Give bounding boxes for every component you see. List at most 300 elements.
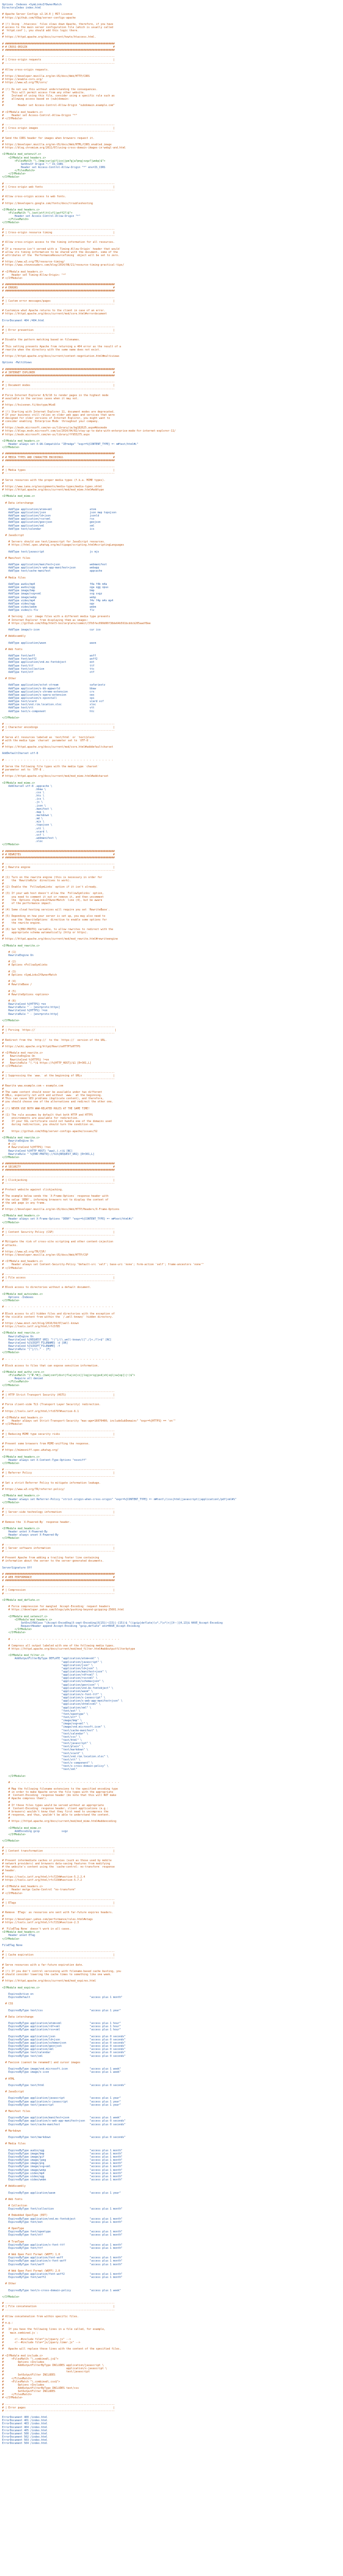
- comment-line: # This setting prevents Apache from returning a 404 error as the result of a: [2, 345, 121, 348]
- comment-line: # https://github.com/h5bp/html5-boilerplate/commit/37b5fec090d00f38de64b591bcddcb205aadf8ee: [2, 621, 151, 625]
- comment-line: # https://developer.yahoo.com/performance/rules.html#etags: [2, 1917, 93, 1921]
- comment-line: # Manifest files: [2, 2109, 30, 2113]
- module-tag-line: </IfModule>: [2, 1299, 20, 1302]
- comment-line: # https://www.w3.org/TR/CSP/: [2, 1250, 46, 1254]
- module-tag-line: </IfModule>: [2, 1351, 20, 1355]
- comment-line: # https://developer.yahoo.com/blogs/ydn/pushing-beyond-gzipping-25601.html: [2, 1608, 124, 1612]
- comment-line: #: [2, 1110, 4, 1114]
- directive-line: "application/schema+json" \: [2, 1680, 104, 1684]
- directive-line: AddDefaultCharset utf-8: [2, 752, 38, 756]
- directive-line: AddType application/octet-stream safariextz: [2, 684, 106, 687]
- comment-line: #: [2, 1204, 4, 1208]
- comment-line: # ----------------------------------------------------------------------: [2, 1846, 115, 1850]
- directive-line: "text/javascript" \: [2, 1742, 91, 1746]
- directive-line: RewriteCond %{SCRIPT_FILENAME} -f: [2, 1344, 60, 1348]
- comment-line: # the `RewriteRule` directives to work).: [2, 879, 71, 882]
- comment-line: # If these files types would be served without an appropriate: [2, 1803, 104, 1807]
- comment-line: # | Cache expiration |: [2, 1953, 115, 1957]
- directive-line: .webmanifest \: [2, 837, 57, 840]
- comment-line: # <!--#include file="js/jquery.timer.js" -->: [2, 2341, 81, 2344]
- comment-line: #: [2, 2344, 4, 2348]
- comment-line: # ######################################################################: [2, 48, 115, 52]
- comment-line: #: [2, 101, 4, 104]
- comment-line: # - - - - - - - - - - - - - - - - - - - - - - - - - - - - - - - - - - -: [2, 1357, 114, 1361]
- comment-line: # https://html.spec.whatwg.org/multipage/scripting.html#scriptingLanguages: [2, 544, 124, 547]
- directive-line: .xloc: [2, 840, 43, 844]
- comment-line: # | Compression |: [2, 1589, 115, 1592]
- module-tag-line: <IfModule mod_expires.c>: [2, 1986, 40, 1990]
- comment-line: # Instead of using this file, consider using a specific rule such as: [2, 94, 115, 98]
- comment-line: # <IfModule mod_include.c>: [2, 2354, 43, 2358]
- comment-line: #: [2, 1103, 4, 1107]
- comment-line: # # INTERNET EXPLORER #: [2, 371, 115, 374]
- directive-line: AddType font/woff2 woff2: [2, 658, 98, 661]
- directive-line: .js \: [2, 801, 43, 804]
- comment-line: # <FilesMatch "\.combined\.css$">: [2, 2380, 60, 2384]
- comment-line: #: [2, 1406, 4, 1410]
- module-tag-line: <IfModule mod_headers.c>: [2, 1527, 40, 1530]
- comment-line: # Header set Access-Control-Allow-Origin "*": [2, 113, 78, 117]
- comment-line: # ----------------------------------------------------------------------: [2, 1475, 115, 1478]
- directive-line: ExpiresByType application/x-javascript "access plus 1 year": [2, 2100, 121, 2104]
- directive-line: "image/bmp" \: [2, 1719, 82, 1723]
- directive-line: ExpiresByType image/bmp "access plus 1 month": [2, 2152, 123, 2156]
- comment-line: # Prevent some browsers from MIME-sniffing the response.: [2, 1442, 90, 1446]
- module-tag-line: </IfModule>: [2, 1383, 20, 1387]
- comment-line: # with the media type `charset` parameter set to `UTF-8`.: [2, 739, 91, 742]
- comment-line: # ######################################################################: [2, 452, 115, 456]
- directive-line: ExpiresByType application/x-font-ttf "access plus 1 month": [2, 2243, 123, 2247]
- comment-line: # JavaScript: [2, 533, 24, 537]
- directive-line: ExpiresByType text/html "access plus 0 seconds": [2, 2083, 126, 2087]
- comment-line: # Media files: [2, 576, 26, 580]
- comment-line: # ----------------------------------------------------------------------: [2, 863, 115, 866]
- comment-line: # Serve the following file types with the media type `charset`: [2, 765, 99, 768]
- comment-line: # ----------------------------------------------------------------------: [2, 1950, 115, 1954]
- comment-line: # ----------------------------------------------------------------------: [2, 1390, 115, 1394]
- directive-line: AddType application/xml xml: [2, 524, 95, 528]
- comment-line: # application/x-javascript \: [2, 2367, 107, 2371]
- directive-line: ExpiresByType application/json "access plus 0 seconds": [2, 2035, 126, 2038]
- comment-line: # https://www.w3.org/TR/referrer-policy/: [2, 1488, 65, 1492]
- comment-line: #: [2, 400, 4, 404]
- directive-line: ExpiresByType image/png "access plus 1 month": [2, 2162, 123, 2166]
- comment-line: #: [2, 1966, 4, 1970]
- module-tag-line: </IfModule>: [2, 1155, 20, 1159]
- directive-line: AddType text/vcard vcard vcf: [2, 700, 104, 704]
- comment-line: # <IfModule mod_headers.c>: [2, 270, 43, 274]
- comment-line: # https://tools.ietf.org/html/rfc6797#section-6.1: [2, 1409, 79, 1413]
- comment-line: # ######################################################################: [2, 856, 115, 860]
- directive-line: Options -Indexes +SymLinksIfOwnerMatch: [2, 3, 62, 6]
- comment-line: # the website's content using the `cache-control: no-transform` response: [2, 1865, 115, 1869]
- comment-line: # (!) If you don't control versioning with filename-based cache busting, you: [2, 1969, 121, 1973]
- comment-line: # https://www.w3.org/TR/resource-timing/: [2, 260, 65, 264]
- comment-line: # | Media types |: [2, 469, 115, 472]
- comment-line: # AddOutputFilterByType INCLUDES application/javascript \: [2, 2363, 104, 2367]
- directive-line: .vcf \: [2, 833, 45, 837]
- comment-line: # ----------------------------------------------------------------------: [2, 1435, 115, 1439]
- directive-line: ExpiresByType text/cache-manifest "access plus 0 seconds": [2, 2123, 126, 2126]
- directive-line: "application/manifest+json" \: [2, 1670, 107, 1673]
- comment-line: # | Cross-origin resource timing |: [2, 231, 115, 234]
- comment-line: # | HTTP Strict Transport Security (HSTS) |: [2, 1394, 115, 1397]
- comment-line: # | Reducing MIME type security risks |: [2, 1432, 115, 1436]
- comment-line: # (6): [2, 1000, 16, 1003]
- comment-line: # (6) Set %{ENV:PROTO} variable, to allow rewrites to redirect with the: [2, 927, 114, 931]
- comment-line: # Block access to files that can expose sensitive information.: [2, 1364, 99, 1368]
- directive-line: ExpiresByType video/webm "access plus 1 month": [2, 2178, 123, 2181]
- comment-line: # you should choose one of the alternatives and redirect the other one.: [2, 1100, 114, 1104]
- comment-line: # ----------------------------------------------------------------------: [2, 189, 115, 192]
- comment-line: # </FilesMatch>: [2, 2377, 32, 2380]
- directive-line: "application/javascript" \: [2, 1660, 102, 1664]
- comment-line: # ----------------------------------------------------------------------: [2, 1280, 115, 1283]
- directive-line: AddType text/javascript js mjs: [2, 550, 99, 554]
- comment-line: # ######################################################################: [2, 1169, 115, 1172]
- directive-line: "font/eot" \: [2, 1709, 81, 1713]
- directive-line: AddType audio/mp4 f4a f4b m4a: [2, 583, 107, 586]
- comment-line: # `httpd.conf`), you should add this logic there.: [2, 29, 79, 33]
- directive-line: "font/otf" \: [2, 1715, 81, 1719]
- comment-line: # Options +SymLinksIfOwnerMatch: [2, 973, 57, 977]
- directive-line: RewriteEngine On: [2, 1335, 33, 1338]
- module-tag-line: <IfModule mod_rewrite.c>: [2, 944, 40, 948]
- directive-line: ExpiresByType application/vnd.ms-fontobject "access plus 1 month": [2, 2217, 123, 2221]
- directive-line: AddCharset utf-8 .appcache \: [2, 784, 53, 788]
- module-tag-line: <IfModule mod_headers.c>: [2, 1214, 40, 1218]
- comment-line: # ----------------------------------------------------------------------: [2, 1273, 115, 1276]
- comment-line: # https://httpd.apache.org/docs/current/content-negotiation.html#multiviews: [2, 355, 119, 358]
- comment-line: # (2): [2, 960, 16, 964]
- directive-line: ExpiresByType font/eot "access plus 1 month": [2, 2220, 123, 2224]
- comment-line: # (1): [2, 1143, 16, 1146]
- directive-line: AddType application/wasm wasm: [2, 641, 96, 645]
- directive-line: ExpiresByType image/vnd.microsoft.icon "access plus 1 week": [2, 2067, 121, 2071]
- comment-line: # network providers) and browsers data-saving features from modifying: [2, 1862, 110, 1866]
- comment-line: # https://tools.ietf.org/html/rfc7234#section-5.2.2.4: [2, 1875, 85, 1879]
- module-tag-line: </IfModule>: [2, 1774, 26, 1778]
- comment-line: #: [2, 244, 4, 248]
- directive-line: AddType video/webm webm: [2, 606, 96, 609]
- directive-line: AddType image/bmp bmp: [2, 589, 95, 593]
- directive-line: "text/calendar" \: [2, 1732, 88, 1736]
- comment-line: # Servers should use text/javascript for JavaScript resources.: [2, 540, 106, 544]
- comment-line: # ----------------------------------------------------------------------: [2, 1549, 115, 1553]
- comment-line: # Send the CORS header for images when browsers request it.: [2, 136, 95, 140]
- directive-line: .vcard \: [2, 830, 48, 834]
- comment-line: # https://httpd.apache.org/docs/current/mod/mod_filter.html#addoutputfilterbytype: [2, 1648, 135, 1651]
- comment-line: # https://developers.google.com/fonts/docs/troubleshooting: [2, 201, 93, 205]
- directive-line: AddType image/x-icon cur ico: [2, 628, 101, 632]
- comment-line: # https://developer.mozilla.org/en-US/docs/Web/HTTP/CORS: [2, 75, 90, 78]
- module-tag-line: </IfModule>: [2, 221, 20, 225]
- comment-line: # </IfModule>: [2, 2396, 23, 2400]
- directive-line: ExpiresByType application/wasm "access plus 1 year": [2, 2191, 121, 2195]
- directive-line: "application/xhtml+xml" \: [2, 1703, 101, 1706]
- directive-line: .htc \: [2, 794, 45, 798]
- comment-line: # | Cross-origin requests |: [2, 58, 115, 62]
- directive-line: .ics \: [2, 798, 45, 801]
- comment-line: # ----------------------------------------------------------------------: [2, 325, 115, 329]
- module-tag-line: </FilesMatch>: [2, 1380, 29, 1384]
- comment-line: #: [2, 71, 4, 75]
- directive-line: ErrorDocument 404 /404.html: [2, 319, 45, 322]
- comment-line: # | File access |: [2, 1276, 115, 1280]
- module-tag-line: <IfModule mod_mime.c>: [2, 495, 35, 498]
- comment-line: # Internet Explorer from displaying them as images:: [2, 618, 88, 622]
- comment-line: # (5) Depending on how your server is set up, you may also need to: [2, 915, 106, 918]
- directive-line: RewriteRule ^ %{ENV:PROTO}://%1%{REQUEST_URI} [R=301,L]: [2, 1152, 95, 1156]
- comment-line: # ----------------------------------------------------------------------: [2, 1905, 115, 1908]
- comment-line: # text/javascript: [2, 2370, 90, 2374]
- directive-line: AddType application/x-bb-appworld bbaw: [2, 687, 96, 690]
- comment-line: #: [2, 1914, 4, 1918]
- comment-line: # ----------------------------------------------------------------------: [2, 1397, 115, 1400]
- comment-line: #: [2, 257, 4, 260]
- module-tag-line: <IfModule mod_headers.c>: [2, 1455, 40, 1459]
- directive-line: RewriteCond %{HTTPS} =on: [2, 1003, 46, 1006]
- module-tag-line: <IfModule mod_headers.c>: [2, 208, 40, 212]
- comment-line: #: [2, 423, 4, 427]
- comment-line: # <!--#include file="js/jquery.js" -->: [2, 2337, 71, 2341]
- comment-line: #: [2, 481, 4, 485]
- comment-line: # attacks.: [2, 1243, 18, 1247]
- comment-line: # <FilesMatch "\.combined\.js$">: [2, 2357, 58, 2361]
- directive-line: ExpiresByType application/rdf+xml "access plus 1 hour": [2, 2025, 121, 2029]
- module-tag-line: <FilesMatch "\.(eot|otf|tt[cf]|woff2?)$">: [2, 212, 73, 215]
- comment-line: # ######################################################################: [2, 283, 115, 287]
- comment-line: #: [2, 1800, 10, 1804]
- directive-line: AddType application/json json map topojson: [2, 511, 116, 514]
- directive-line: AddType text/vtt vtt: [2, 706, 95, 710]
- comment-line: # consider enabling `Enterprise Mode` throughout your company.: [2, 420, 99, 423]
- comment-line: # ######################################################################: [2, 1579, 115, 1583]
- directive-line: ExpiresByType text/x-cross-domain-policy "access plus 1 week": [2, 2289, 121, 2292]
- directive-line: AddType image/svg+xml svg svgz: [2, 592, 102, 596]
- comment-line: #: [2, 1318, 4, 1322]
- comment-line: # ----------------------------------------------------------------------: [2, 1514, 115, 1518]
- comment-line: #: [2, 1976, 4, 1980]
- module-tag-line: <IfModule mod_headers.c>: [2, 1618, 53, 1622]
- comment-line: # SetOutputFilter INCLUDES: [2, 2390, 56, 2394]
- module-tag-line: </IfModule>: [2, 2295, 20, 2299]
- directive-line: "text/cache-manifest" \: [2, 1729, 98, 1732]
- comment-line: # | Error prevention |: [2, 329, 115, 332]
- comment-line: # ----------------------------------------------------------------------: [2, 124, 115, 127]
- comment-line: # Options +Includes: [2, 2360, 45, 2364]
- directive-line: ExpiresByType application/x-web-app-manifest+json "access plus 0 seconds": [2, 2119, 126, 2123]
- directive-line: ExpiresByType image/webp "access plus 1 month": [2, 2168, 123, 2172]
- comment-line: # Other: [2, 2282, 16, 2286]
- comment-line: #: [2, 742, 4, 746]
- directive-line: .map \: [2, 810, 45, 814]
- directive-line: ErrorDocument 404 /index.html: [2, 2425, 48, 2429]
- comment-line: # Collection: [2, 2204, 28, 2208]
- comment-line: # If your business still relies on older web apps and services that were: [2, 413, 115, 417]
- comment-line: # ----------------------------------------------------------------------: [2, 62, 115, 65]
- comment-line: # rewrite when the directory with the same name does not exist.: [2, 348, 101, 352]
- comment-line: #: [2, 1041, 4, 1045]
- comment-line: # response, and thus, wouldn't be able to understand the content.: [2, 1813, 110, 1817]
- comment-line: # WebAssembly: [2, 2185, 26, 2188]
- comment-line: # (3) If your web host doesn't allow the `FollowSymlinks` option,: [2, 892, 104, 896]
- comment-line: # allow its timing information to be shared with the document, some of the: [2, 250, 118, 254]
- comment-line: #: [2, 198, 4, 202]
- module-tag-line: </IfModule>: [2, 1501, 20, 1504]
- comment-line: #: [2, 912, 4, 915]
- comment-line: #: [2, 1191, 4, 1195]
- comment-line: # If you have the following lines in a file called, for example,: [2, 2328, 106, 2332]
- module-tag-line: <IfModule mod_authz_core.c>: [2, 1371, 45, 1374]
- comment-line: # ----------------------------------------------------------------------: [2, 465, 115, 469]
- comment-line: # ----------------------------------------------------------------------: [2, 1077, 115, 1081]
- comment-line: # Media files: [2, 2142, 26, 2146]
- directive-line: RewriteCond %{REQUEST_URI} "!(^|/)\.well-known/([^./]+./?)+$" [NC]: [2, 1338, 112, 1342]
- comment-line: # Mitigate the risk of cross-site scripting and other content-injection: [2, 1240, 114, 1244]
- comment-line: # Prevent Apache from adding a trailing footer line containing: [2, 1556, 99, 1560]
- comment-line: # | Document modes |: [2, 384, 115, 388]
- comment-line: # | Error pages |: [2, 2406, 115, 2409]
- comment-line: # Force client-side TLS (Transport Layer Security) redirection.: [2, 1403, 101, 1407]
- module-tag-line: <IfModule mod_autoindex.c>: [2, 1292, 43, 1296]
- comment-line: # Map the following filename extensions to the specified encoding type: [2, 1788, 118, 1791]
- comment-line: # Other: [2, 677, 16, 681]
- comment-line: # </IfModule>: [2, 1423, 23, 1426]
- comment-line: # the visible content from within the `/.well-known/` hidden directory.: [2, 1315, 114, 1319]
- comment-line: # information about the server to the server-generated documents.: [2, 1559, 104, 1563]
- directive-line: AddOutputFilterByType DEFLATE "application/atom+xml" \: [2, 1657, 99, 1661]
- comment-line: # RewriteBase /: [2, 983, 32, 987]
- comment-line: # (1): [2, 950, 16, 954]
- module-tag-line: <IfModule mod_mime.c>: [2, 1826, 41, 1830]
- directive-line: "application/x-javascript" \: [2, 1696, 106, 1700]
- comment-line: # Apache Server Configs v2.14.0 | MIT License: [2, 13, 73, 16]
- directive-line: ExpiresByType image/x-icon "access plus 1 week": [2, 2071, 121, 2074]
- module-tag-line: <IfModule mod_headers.c>: [2, 1931, 40, 1934]
- comment-line: # Apache will replace those lines with the content of the specified files.: [2, 2347, 121, 2351]
- comment-line: # https://httpd.apache.org/docs/current/mod/core.html#adddefaultcharset: [2, 746, 114, 749]
- directive-line: ExpiresByType video/ogg "access plus 1 month": [2, 2175, 123, 2178]
- directive-line: "application/geo+json" \: [2, 1683, 99, 1687]
- directive-line: AddType video/ogg ogv: [2, 602, 95, 606]
- comment-line: # Block access to directories without a default document.: [2, 1286, 91, 1290]
- comment-line: #: [2, 1817, 10, 1820]
- directive-line: "application/rss+xml" \: [2, 1677, 98, 1680]
- comment-line: # https://www.mnot.net/blog/2010/04/07/well-known: [2, 1321, 79, 1325]
- directive-line: ExpiresByType application/rss+xml "access plus 1 hour": [2, 2028, 121, 2032]
- comment-line: # | Forcing `https://` |: [2, 1029, 116, 1032]
- comment-line: # https://wiki.apache.org/httpd/RewriteHTTPToHTTPS: [2, 1045, 81, 1048]
- directive-line: RewriteCond %{SCRIPT_FILENAME} -d [OR]: [2, 1341, 68, 1345]
- comment-line: # WebAssembly: [2, 635, 26, 638]
- comment-line: # HTML: [2, 2077, 15, 2081]
- comment-line: # <IfModule mod_headers.c>: [2, 1885, 43, 1889]
- directive-line: Header always set X-UA-Compatible "IE=edge" "expr=%{CONTENT_TYPE} =~ m#text/html#i": [2, 442, 139, 446]
- comment-line: # https://hsivonen.fi/doctype/#ie8: [2, 404, 56, 407]
- comment-line: # access to the main server configuration file (which is usually called: [2, 25, 114, 29]
- comment-line: # ----------------------------------------------------------------------: [2, 2308, 115, 2312]
- module-tag-line: </IfModule>: [2, 843, 20, 847]
- directive-line: .vtt \: [2, 827, 45, 830]
- module-tag-line: <IfModule mod_filter.c>: [2, 1654, 45, 1658]
- comment-line: # | ETags |: [2, 1901, 115, 1905]
- comment-line: # (4) Some cloud hosting services will require you set `RewriteBase`.: [2, 908, 110, 912]
- comment-line: # attributes of the `PerformanceResourceTiming` object will be set to zero.: [2, 253, 119, 257]
- directive-line: ExpiresByType application/manifest+json "access plus 1 week": [2, 2116, 121, 2120]
- directive-line: ExpiresByType audio/ogg "access plus 1 month": [2, 2149, 123, 2152]
- directive-line: AddType application/x-chrome-extension crx: [2, 690, 95, 694]
- comment-line: # in order to make Apache serve the file types with the appropriate: [2, 1791, 114, 1794]
- comment-line: # Header always set Strict-Transport-Security "max-age=16070400; includeSubDomains" "expr=%{HTTPS} == 'on'": [2, 1420, 176, 1423]
- comment-line: # Allow cross-origin requests.: [2, 68, 49, 72]
- comment-line: # | Cross-origin web fonts |: [2, 185, 115, 189]
- comment-line: # This can cause SEO problems (duplicate content), and therefore,: [2, 1097, 104, 1101]
- comment-line: # | Cross-origin images |: [2, 127, 115, 130]
- comment-line: # (3): [2, 970, 16, 974]
- directive-line: AddType application/x-opera-extension oex: [2, 693, 95, 697]
- comment-line: # ----------------------------------------------------------------------: [2, 130, 115, 134]
- comment-line: # Force Internet Explorer 8/9/10 to render pages in the highest mode: [2, 393, 109, 397]
- directive-line: Header always set Referrer-Policy "strict-origin-when-cross-origin" "expr=%{CONTENT_TYPE} =~ m#text\/(css|html|javascript)|application\/pdf|xml#i": [2, 1497, 237, 1501]
- comment-line: #: [2, 934, 4, 938]
- directive-line: "application/rdf+xml" \: [2, 1673, 98, 1677]
- comment-line: # # WEB PERFORMANCE #: [2, 1575, 115, 1579]
- comment-line: # Allow cross-origin access to web fonts.: [2, 195, 66, 199]
- comment-line: # ----------------------------------------------------------------------: [2, 387, 115, 391]
- comment-line: # # CROSS-ORIGIN #: [2, 45, 115, 49]
- directive-line: ExpiresByType application/x-font-woff "access plus 1 month": [2, 2259, 123, 2263]
- comment-line: # ----------------------------------------------------------------------: [2, 1468, 115, 1472]
- comment-line: # https://blog.chromium.org/2011/07/using-cross-domain-images-in-webgl-and.html: [2, 146, 126, 150]
- directive-line: ServerSignature Off: [2, 1566, 32, 1570]
- comment-line: # ----------------------------------------------------------------------: [2, 234, 115, 238]
- comment-line: # </FilesMatch>: [2, 2393, 32, 2397]
- comment-line: # Serve resources with the proper media types (f.k.a. MIME types).: [2, 478, 106, 482]
- comment-line: # Allow cross-origin access to the timing information for all resources.: [2, 241, 115, 244]
- comment-line: # URLs, especially not with and without `www.` at the beginning.: [2, 1094, 102, 1098]
- comment-line: # https://www.stevesouders.com/blog/2014/08/21/resource-timing-practical-tips/: [2, 264, 124, 267]
- directive-line: FileETag None: [2, 1943, 23, 1947]
- directive-line: RewriteRule ^ - [env=proto:http]: [2, 1012, 58, 1016]
- comment-line: # Web fonts: [2, 2197, 23, 2201]
- comment-line: #: [2, 2318, 4, 2321]
- comment-line: # (1) The rule assumes by default that both HTTP and HTTPS: [2, 1113, 93, 1117]
- comment-line: # ----------------------------------------------------------------------: [2, 2403, 115, 2406]
- comment-line: #: [2, 772, 4, 775]
- directive-line: AddType video/x-flv flv: [2, 609, 95, 612]
- comment-line: # designed for older versions of Internet Explorer, you might want to: [2, 416, 110, 420]
- module-tag-line: <IfModule mod_setenvif.c>: [2, 153, 41, 156]
- comment-line: # Options +FollowSymlinks: [2, 963, 48, 967]
- module-tag-line: <IfModule mod_rewrite.c>: [2, 1331, 40, 1335]
- comment-line: # ----------------------------------------------------------------------: [2, 1175, 115, 1179]
- module-tag-line: </FilesMatch>: [2, 169, 35, 173]
- directive-line: "text/x-component" \: [2, 1761, 93, 1765]
- comment-line: # ----------------------------------------------------------------------: [2, 1543, 115, 1547]
- comment-line: # | Referrer Policy |: [2, 1471, 115, 1475]
- comment-line: # # MEDIA TYPES AND CHARACTER ENCODINGS #: [2, 455, 115, 459]
- directive-line: ExpiresByType image/jpeg "access plus 1 month": [2, 2159, 123, 2162]
- comment-line: # https://github.com/h5bp/server-configs-apache: [2, 16, 76, 20]
- comment-line: # | Content transformation |: [2, 1849, 115, 1853]
- comment-line: # (!) Do not use this without understanding the consequences.: [2, 87, 98, 91]
- directive-line: .json \: [2, 804, 46, 808]
- directive-line: AddType video/mp4 f4v f4p m4v mp4: [2, 599, 114, 602]
- module-tag-line: </IfModule>: [2, 446, 20, 450]
- directive-line: Header always set X-Frame-Options "DENY" "expr=%{CONTENT_TYPE} =~ m#text/html#i": [2, 1217, 134, 1221]
- comment-line: # https://httpd.apache.org/docs/current/mod/mod_mime.html#addencoding: [2, 1820, 116, 1824]
